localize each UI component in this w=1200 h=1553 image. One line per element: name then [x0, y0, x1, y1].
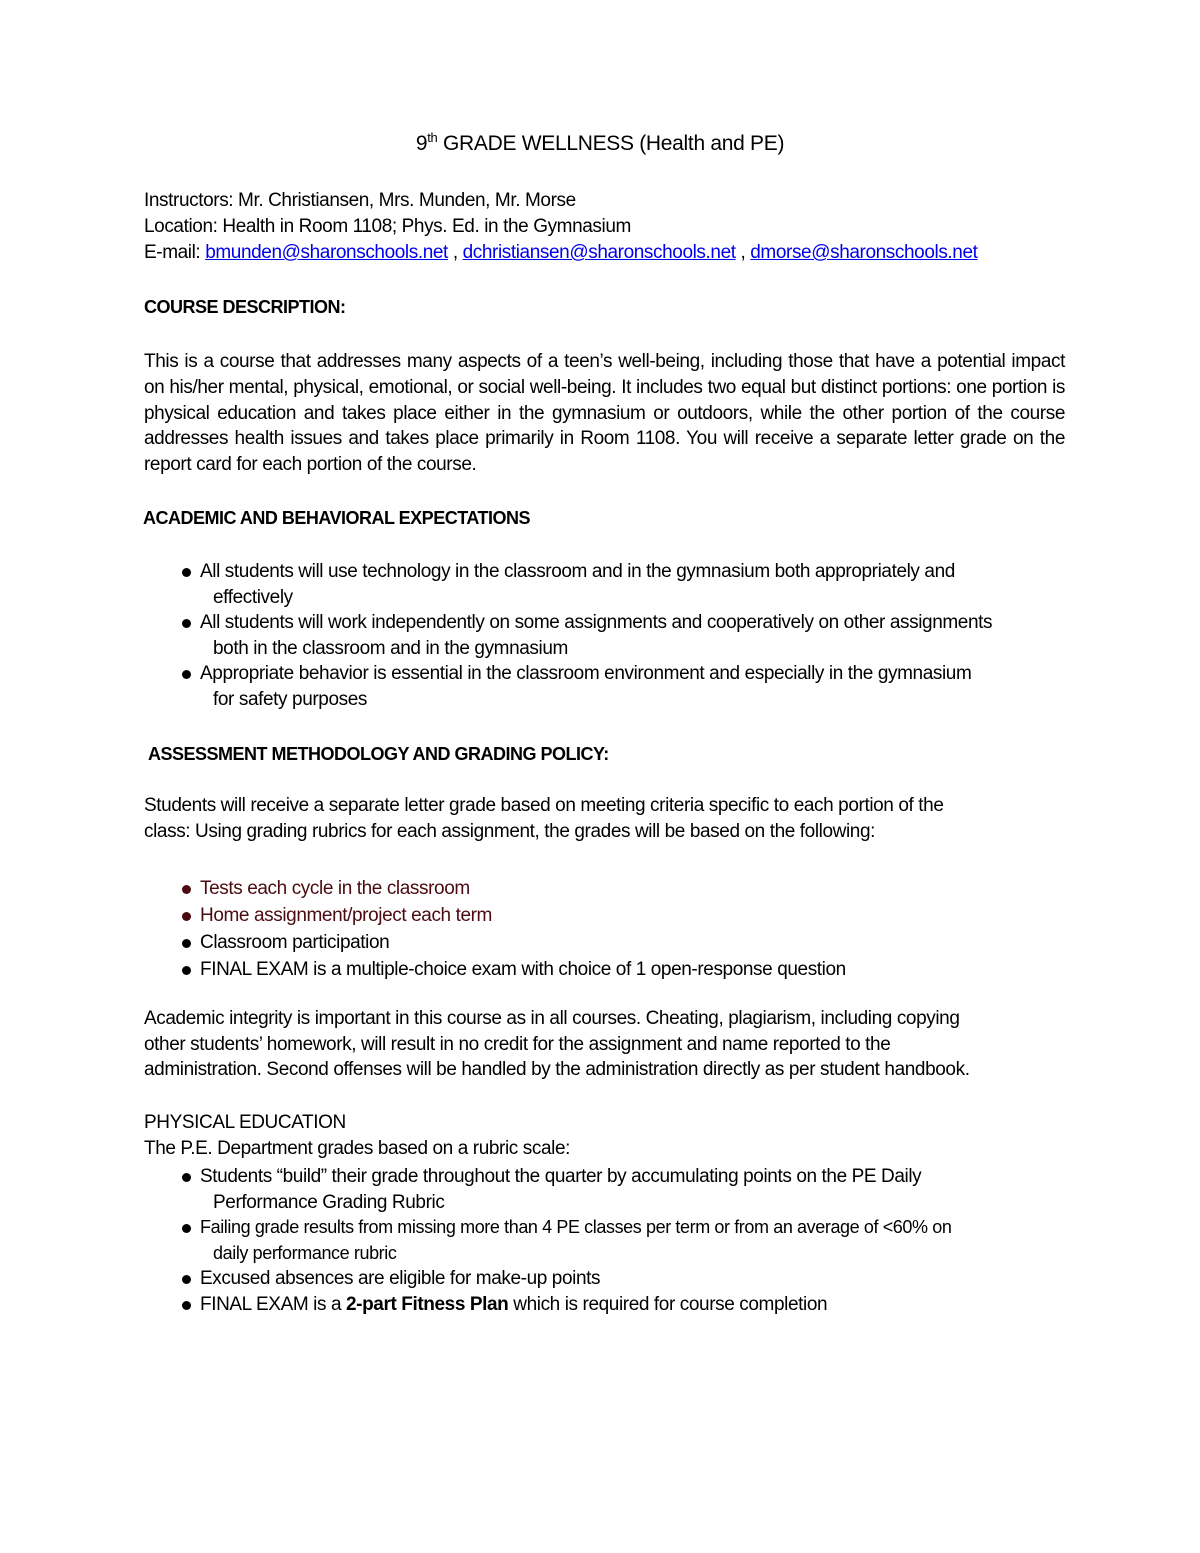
location-line: Location: Health in Room 1108; Phys. Ed. in the Gymnasium — [144, 216, 631, 237]
email-link-christiansen[interactable]: dchristiansen@sharonschools.net — [462, 242, 736, 263]
integrity-line1: Academic integrity is important in this course as in all courses. Cheating, plagiarism, including copying — [144, 1008, 960, 1029]
email-link-munden[interactable]: bmunden@sharonschools.net — [205, 242, 448, 263]
assessment-intro-line1: Students will receive a separate letter grade based on meeting criteria specific to each portion of the — [144, 795, 944, 816]
email-label: E-mail: — [144, 242, 206, 263]
email-separator: , — [447, 242, 463, 263]
title-lead: 9 — [415, 132, 428, 155]
pe-intro: The P.E. Department grades based on a rubric scale: — [144, 1138, 570, 1159]
list-item: Tests each cycle in the classroom — [180, 875, 1060, 902]
bullet-icon — [182, 1301, 191, 1310]
bullet-icon — [182, 966, 191, 975]
list-item: Appropriate behavior is essential in the classroom environment and especially in the gymnasium for safety purposes — [180, 661, 1060, 712]
list-item: All students will work independently on some assignments and cooperatively on other assignments both in the classroom and in the gymnasium — [180, 610, 1060, 661]
list-item: All students will use technology in the classroom and in the gymnasium both appropriately and effectively — [180, 559, 1060, 610]
bullet-icon — [182, 1173, 191, 1182]
list-item: FINAL EXAM is a 2-part Fitness Plan which is required for course completion — [180, 1292, 1060, 1318]
integrity-line3: administration. Second offenses will be handled by the administration directly as per student handbook. — [144, 1059, 970, 1080]
list-item: Excused absences are eligible for make-up points — [180, 1266, 1060, 1292]
bullet-icon — [182, 619, 191, 628]
bullet-icon — [182, 1224, 191, 1233]
list-item: Failing grade results from missing more than 4 PE classes per term or from an average of <60% on daily performance rubric — [180, 1215, 1060, 1266]
pe-list — [180, 1164, 1060, 1317]
email-link-morse[interactable]: dmorse@sharonschools.net — [750, 242, 978, 263]
bullet-icon — [182, 939, 191, 948]
pe-heading: PHYSICAL EDUCATION — [144, 1112, 346, 1133]
expectations-heading: ACADEMIC AND BEHAVIORAL EXPECTATIONS — [143, 508, 531, 528]
assessment-list — [180, 875, 1060, 983]
list-item: FINAL EXAM is a multiple-choice exam with choice of 1 open-response question — [180, 956, 1060, 983]
instructors-line: Instructors: Mr. Christiansen, Mrs. Munden, Mr. Morse — [144, 190, 576, 211]
email-separator: , — [735, 242, 751, 263]
title-superscript: th — [427, 130, 438, 145]
title-text: GRADE WELLNESS (Health and PE) — [437, 132, 785, 155]
bullet-icon — [182, 912, 191, 921]
bullet-icon — [182, 568, 191, 577]
integrity-line2: other students’ homework, will result in no credit for the assignment and name reported to the — [144, 1034, 891, 1055]
bullet-icon — [182, 1275, 191, 1284]
expectations-list — [180, 559, 1060, 712]
course-description-heading: COURSE DESCRIPTION: — [144, 297, 346, 317]
assessment-intro-line2: class: Using grading rubrics for each assignment, the grades will be based on the following: — [144, 821, 876, 842]
email-line — [144, 242, 978, 264]
list-item: Students “build” their grade throughout the quarter by accumulating points on the PE Daily Performance Grading Rubric — [180, 1164, 1060, 1215]
list-item: Home assignment/project each term — [180, 902, 1060, 929]
fitness-plan-bold: 2-part Fitness Plan — [346, 1293, 509, 1315]
page-title — [0, 130, 1200, 156]
list-item: Classroom participation — [180, 929, 1060, 956]
course-description-body: This is a course that addresses many aspects of a teen’s well-being, including those that have a potential impact on his/her mental, physical, emotional, or social well-being. It includes two equal but distinct portions: one portion is physical education and takes place either in the gymnasium or outdoors, while the other portion of the course addresses health issues and takes place primarily in Room 1108. You will receive a separate letter grade on the report card for each portion of the course. — [144, 351, 1065, 476]
bullet-icon — [182, 885, 191, 894]
bullet-icon — [182, 670, 191, 679]
assessment-heading: ASSESSMENT METHODOLOGY AND GRADING POLICY: — [148, 744, 609, 764]
